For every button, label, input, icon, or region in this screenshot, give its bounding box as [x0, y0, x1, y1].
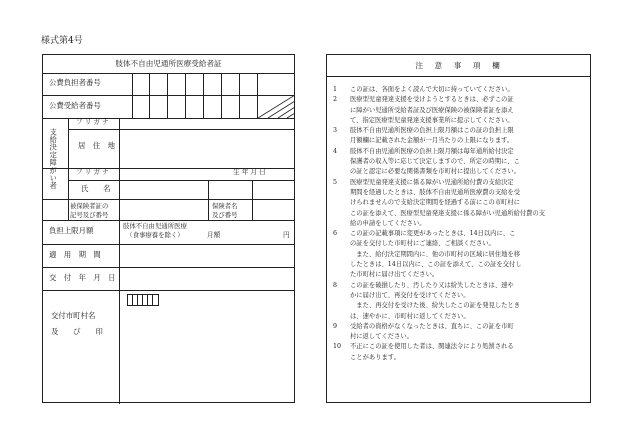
note-text: 肢体不自由児通所医療の負担上限月額は毎年通所給付決定 保護者の収入等に応じて決定しますので、所定の時期に、こ の証と認定に必要な関係書類を市町村に提出してください。	[350, 147, 521, 176]
note-item	[333, 229, 584, 280]
furigana-label-2: フ リ ガ ナ	[76, 168, 109, 176]
note-number: 3	[333, 127, 338, 135]
notes-title: 注 意 事 項 欄	[327, 55, 590, 77]
note-item	[333, 281, 584, 322]
birthdate-label: 生 年 月 日	[233, 168, 266, 176]
certificate-title: 肢体不自由児通所医療受給者証	[115, 59, 222, 68]
note-text: 医療型児童発達支援に係る障がい児通所給付費の支給決定 期間を経過したときは、肢体不自由児通所医療費の支給を受 けられませんので支給決定期間を経過する前にこの市町村に この証を添えて、医療型児童発達支援に係る障がい児通所給付費の支 給の申請をしてください。	[350, 178, 546, 227]
name-label: 氏 名	[81, 184, 111, 193]
note-number: 6	[333, 230, 338, 238]
recipient-number-label: 公費受給者番号	[49, 101, 101, 110]
municipality-label: 交付市町村名 及 び 印	[51, 311, 103, 336]
note-item	[333, 126, 584, 147]
note-number: 10	[333, 343, 342, 351]
payer-number-cells[interactable]	[132, 73, 276, 95]
note-number: 8	[333, 281, 338, 289]
certificate-form	[42, 54, 295, 403]
note-text: 受給者の資格がなくなったときは、直ちに、この証を市町 村に返してください。	[350, 322, 514, 341]
insured-card-label: 被保険者証の 記号及び番号	[70, 202, 109, 219]
yen-label: 円	[283, 231, 290, 239]
payer-number-label: 公費負担者番号	[49, 78, 101, 87]
hatched-corner	[258, 95, 295, 119]
furigana-label-1: フ リ ガ ナ	[76, 118, 109, 126]
period-label: 適 用 期 間	[49, 250, 101, 259]
monthly-label: 月額	[207, 231, 221, 239]
note-number: 9	[333, 322, 338, 330]
issue-date-label: 交 付 年 月 日	[49, 273, 116, 282]
note-text: この証の記載事項に変更があったときは、14日以内に、こ の証を交付した市町村にご連絡、ご相談ください。 また、給付決定期間内に、他の市町村の区域に居住地を移 したときは、14日以内に、この証を添えて、この証を交付し た市町村に届け出てください。	[350, 230, 522, 279]
note-item	[333, 85, 584, 95]
note-number: 4	[333, 147, 338, 155]
municipality-code-cells[interactable]	[127, 294, 159, 306]
guardian-vertical-label: 支給決定障がい者	[49, 128, 59, 190]
note-text: 医療型児童発達支援を受けようとするときは、必ずこの証 に障がい児通所受給者証及び医療保険の被保険者証を添え て、指定医療型児童発達支援事業所に提示してください。	[350, 96, 514, 124]
insurer-number-label: 保険者名 及び番号	[212, 202, 238, 219]
note-number: 2	[333, 96, 338, 104]
note-item	[333, 95, 584, 126]
note-item	[333, 322, 584, 343]
address-label: 居 住 地	[78, 141, 115, 150]
note-number: 5	[333, 178, 338, 186]
note-item	[333, 147, 584, 178]
note-item	[333, 178, 584, 229]
notes-panel	[326, 54, 591, 403]
form-number: 様式第4号	[41, 36, 83, 46]
note-text: この証を破損したり、汚したり又は紛失したときは、速や かに届け出て、再交付を受けてください。 また、再交付を受けた後、紛失したこの証を発見したとき は、速やかに、市町村に返してください。	[350, 281, 521, 320]
note-number: 1	[333, 86, 338, 93]
limit-note: 肢体不自由児通所医療 （食事療養を除く）	[123, 222, 187, 239]
limit-label: 負担上限月額	[49, 226, 94, 235]
notes-list	[327, 77, 590, 363]
note-text: 不正にこの証を使用した者は、関連法令により処罰される ことがあります。	[350, 343, 514, 361]
note-text: この証は、各面をよく読んで大切に持っていてください。	[350, 86, 514, 93]
note-text: 肢体不自由児通所医療の負担上限月額はこの証の負担上限 月額欄に記載された金額が一月当たりの上限になります。	[350, 127, 514, 145]
note-item	[333, 342, 584, 363]
